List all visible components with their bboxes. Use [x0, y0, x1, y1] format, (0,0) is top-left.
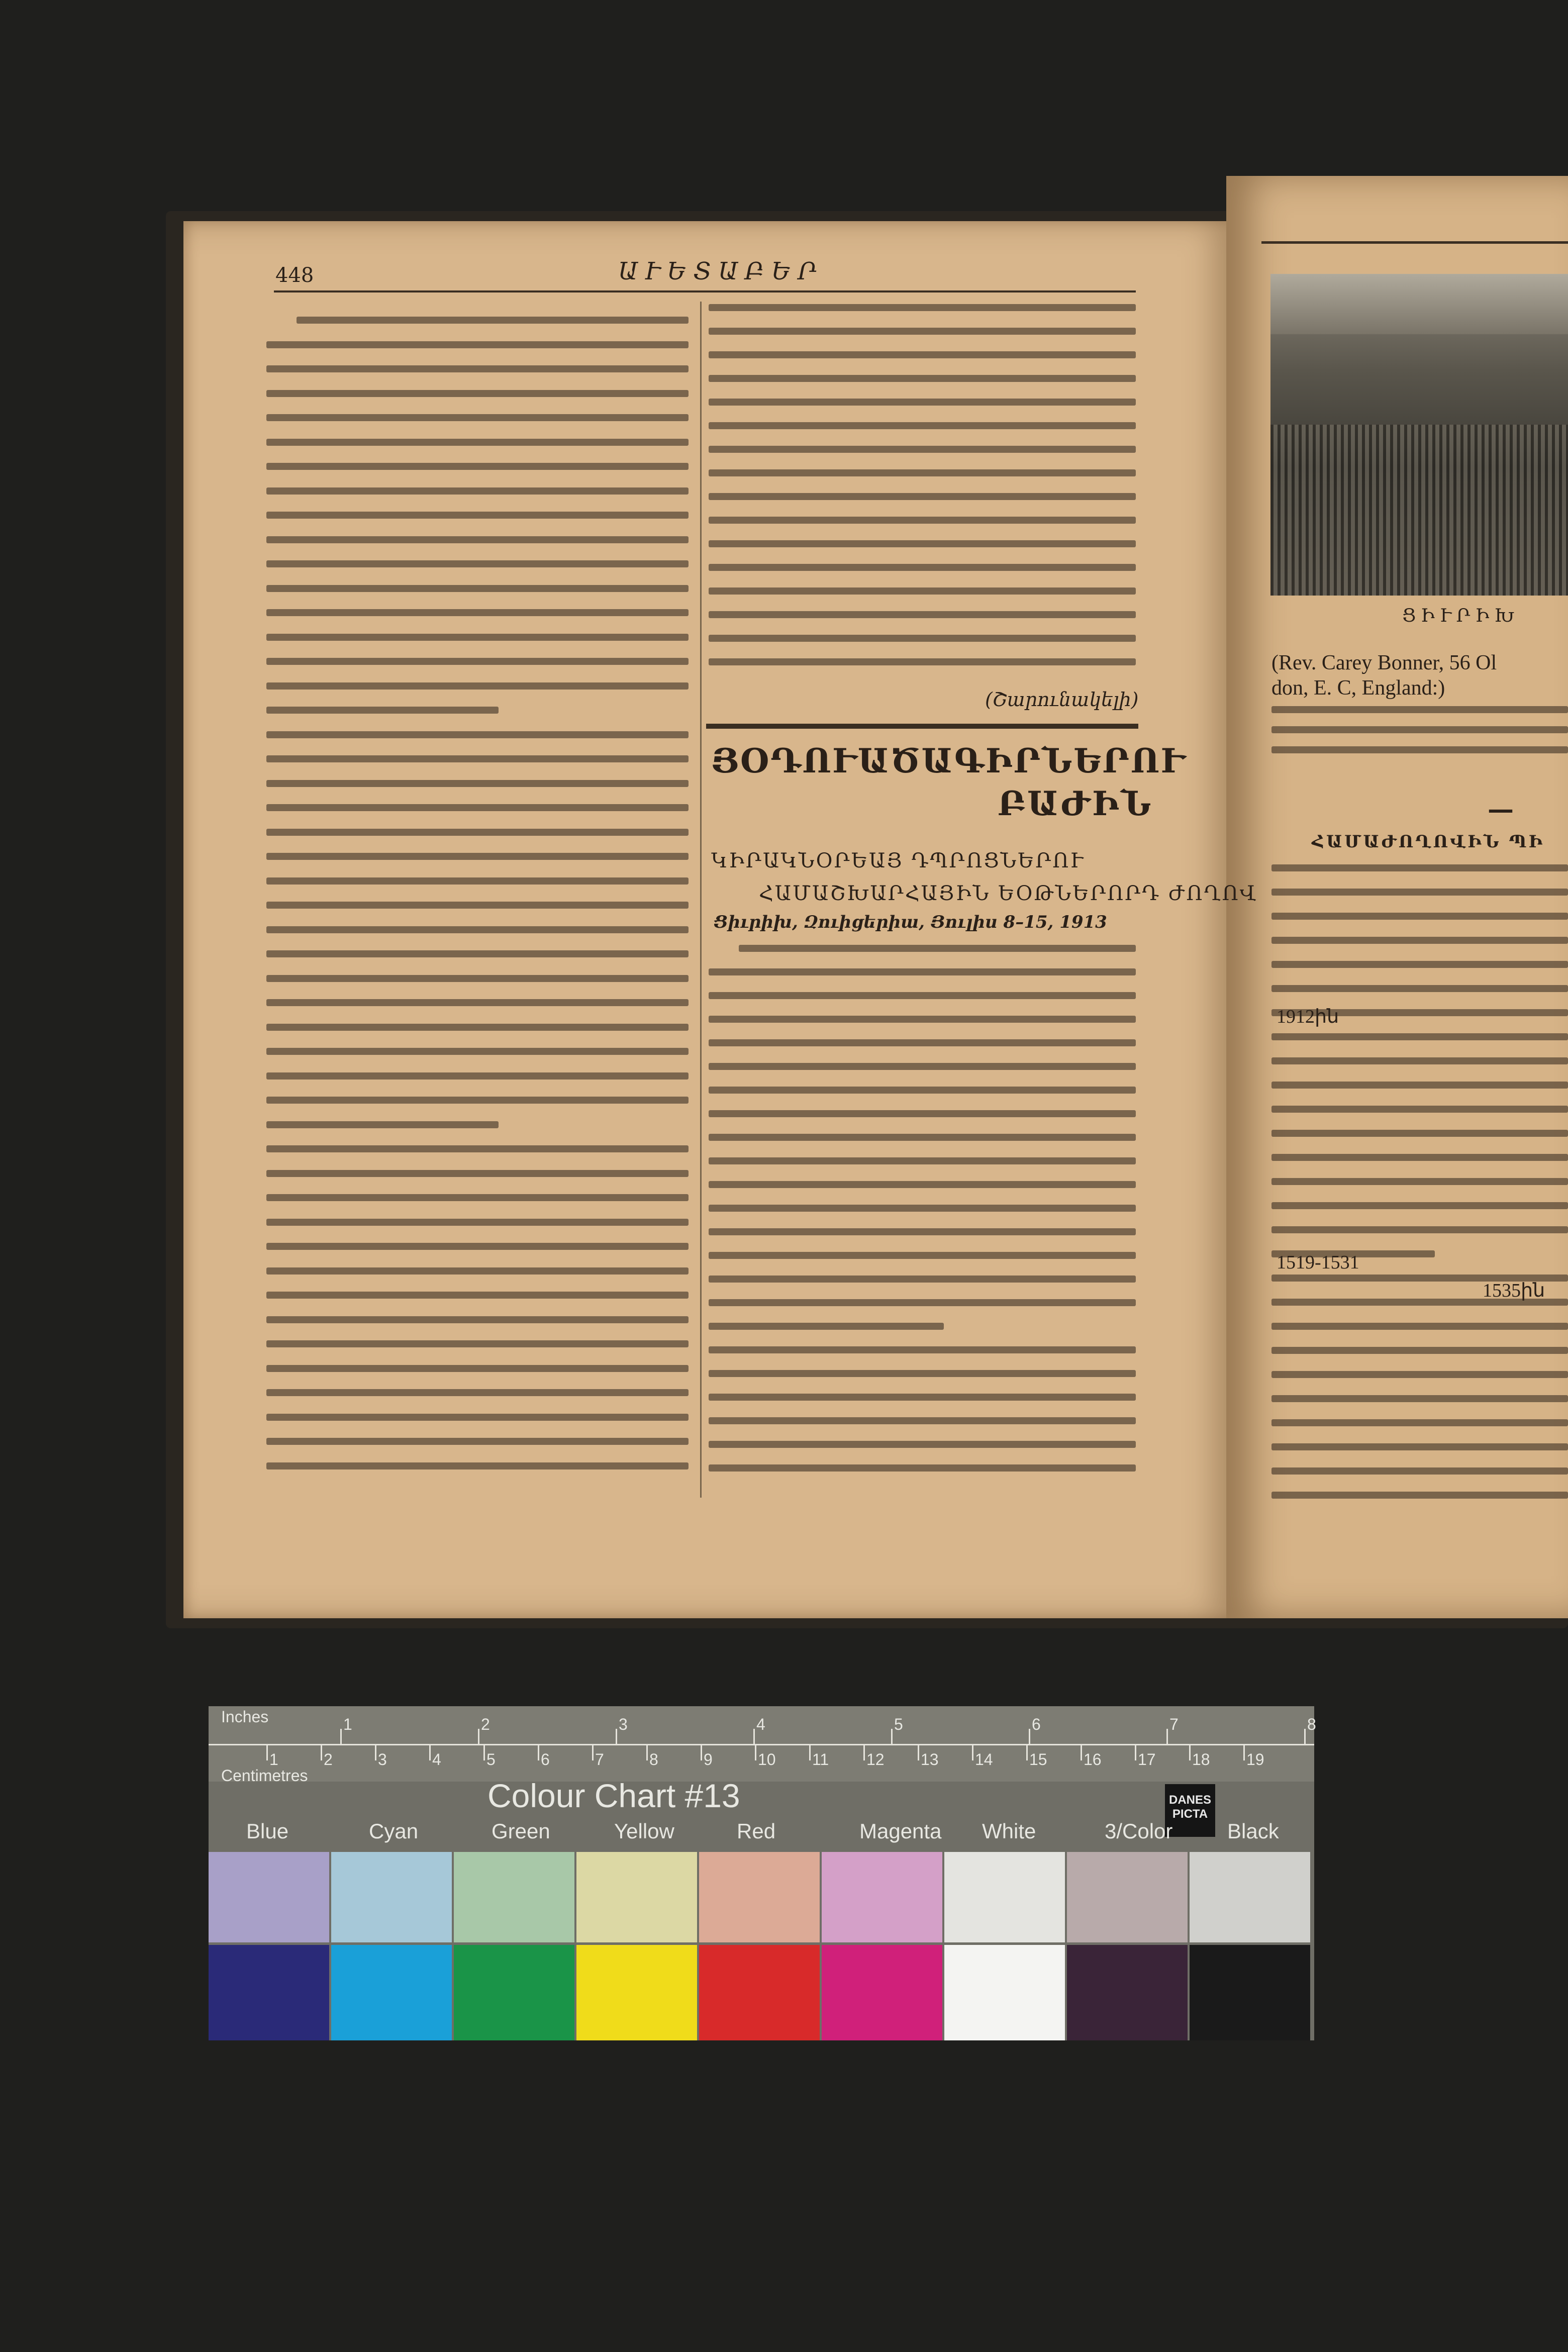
swatch-top	[209, 1852, 329, 1942]
text-line	[1271, 1371, 1568, 1378]
cm-tick	[646, 1745, 648, 1760]
swatch-bottom	[576, 1945, 697, 2040]
inches-label: Inches	[221, 1708, 269, 1726]
text-line	[266, 1194, 689, 1201]
text-line	[266, 365, 689, 372]
cm-tick	[429, 1745, 431, 1760]
text-line	[266, 1219, 689, 1226]
inch-number: 6	[1032, 1715, 1041, 1733]
text-line	[709, 422, 1136, 429]
text-line	[266, 439, 689, 446]
text-line	[266, 585, 689, 592]
text-line	[266, 463, 689, 470]
cm-number: 19	[1246, 1750, 1264, 1769]
text-line	[266, 804, 689, 811]
swatch-bottom	[209, 1945, 329, 2040]
text-line	[709, 1346, 1136, 1353]
cm-tick	[538, 1745, 539, 1760]
running-title: ԱՒԵՏԱԲԵՐ	[618, 257, 824, 285]
cm-number: 11	[812, 1750, 829, 1769]
text-line	[266, 1414, 689, 1421]
section-subtitle-line1: ԿԻՐԱԿՆՕՐԵԱՅ ԴՊՐՈՑՆԵՐՈՒ	[711, 849, 1085, 872]
text-line	[709, 375, 1136, 382]
cm-tick	[701, 1745, 702, 1760]
text-line	[709, 446, 1136, 453]
continued-note: (Շարունակելի)	[985, 689, 1139, 711]
text-line	[266, 609, 689, 616]
text-line	[266, 536, 689, 543]
text-line	[266, 731, 689, 738]
cm-number: 14	[975, 1750, 993, 1769]
swatch-area	[209, 1819, 1314, 2040]
text-line	[709, 564, 1136, 571]
inch-tick	[891, 1729, 893, 1744]
text-line	[709, 1181, 1136, 1188]
text-line	[266, 1389, 689, 1396]
text-line	[266, 1072, 689, 1080]
text-line	[266, 341, 689, 348]
swatch-bottom	[822, 1945, 942, 2040]
cm-number: 10	[758, 1750, 776, 1769]
text-line	[1271, 1323, 1568, 1330]
text-line	[266, 1292, 689, 1299]
inch-number: 7	[1169, 1715, 1179, 1733]
text-line	[266, 1145, 689, 1152]
swatch-label: White	[982, 1819, 1036, 1843]
cm-tick	[1081, 1745, 1082, 1760]
cm-tick	[809, 1745, 811, 1760]
year-range: 1519-1531	[1277, 1252, 1359, 1273]
text-line	[266, 975, 689, 982]
text-line	[709, 1370, 1136, 1377]
header-rule	[274, 290, 1136, 292]
cm-tick	[1026, 1745, 1028, 1760]
text-line	[1271, 913, 1568, 920]
dateline: Ցիւրիխ, Զուիցերիա, Յուլիս 8–15, 1913	[714, 912, 1107, 932]
section-title-line1: ՅՕԴՈՒԱԾԱԳԻՐՆԵՐՈՒ	[711, 741, 1187, 780]
text-line	[1271, 1082, 1568, 1089]
cm-tick	[918, 1745, 919, 1760]
text-line	[266, 926, 689, 933]
text-line	[266, 999, 689, 1006]
city-engraving-image	[1270, 274, 1568, 596]
text-line	[709, 1276, 1136, 1283]
text-line	[266, 634, 689, 641]
inch-tick	[753, 1729, 755, 1744]
text-line	[1271, 1226, 1568, 1233]
text-line	[1271, 1492, 1568, 1499]
text-line	[266, 1462, 689, 1469]
cm-tick	[863, 1745, 865, 1760]
inch-tick	[1166, 1729, 1168, 1744]
cm-number: 12	[866, 1750, 885, 1769]
swatch-label: Green	[492, 1819, 550, 1843]
text-line	[1271, 1467, 1568, 1475]
dash-separator: —	[1488, 794, 1514, 825]
text-line	[1271, 937, 1568, 944]
section-title-line2: ԲԱԺԻՆ	[998, 784, 1153, 823]
text-line	[709, 611, 1136, 618]
text-line	[266, 1048, 689, 1055]
cm-number: 4	[432, 1750, 441, 1769]
text-line	[266, 414, 689, 421]
inch-number: 1	[343, 1715, 352, 1733]
text-line	[1271, 1130, 1568, 1137]
text-line	[709, 540, 1136, 547]
text-line	[266, 512, 689, 519]
colour-chart-title: Colour Chart #13	[487, 1777, 740, 1814]
text-line	[1271, 1395, 1568, 1402]
inch-tick	[616, 1729, 617, 1744]
text-line	[709, 1063, 1136, 1070]
text-line	[709, 1394, 1136, 1401]
text-line	[1271, 961, 1568, 968]
text-line	[739, 945, 1136, 952]
text-line	[709, 635, 1136, 642]
swatch-top	[944, 1852, 1065, 1942]
cm-number: 7	[595, 1750, 604, 1769]
text-line	[1271, 1057, 1568, 1064]
cm-number: 13	[921, 1750, 939, 1769]
text-line	[709, 992, 1136, 999]
text-line	[266, 658, 689, 665]
text-line	[1271, 746, 1568, 753]
swatch-top	[454, 1852, 574, 1942]
inch-number: 4	[756, 1715, 765, 1733]
text-line	[266, 1438, 689, 1445]
text-line	[709, 1299, 1136, 1306]
ruler-ticks	[209, 1706, 1314, 1782]
text-line	[1271, 1443, 1568, 1450]
swatch-label: Blue	[246, 1819, 289, 1843]
cm-tick	[592, 1745, 594, 1760]
text-line	[709, 517, 1136, 524]
centimetres-label: Centimetres	[221, 1767, 308, 1785]
page-number: 448	[275, 264, 314, 287]
text-line	[709, 304, 1136, 311]
inch-number: 8	[1307, 1715, 1316, 1733]
inch-tick	[1304, 1729, 1306, 1744]
text-line	[1271, 864, 1568, 871]
address-line-1: (Rev. Carey Bonner, 56 Ol	[1271, 651, 1497, 674]
swatch-label: Red	[737, 1819, 776, 1843]
section-subtitle-line2: ՀԱՄԱՇԽԱՐՀԱՅԻՆ ԵՕԹՆԵՐՈՐԴ ԺՈՂՈՎ	[759, 882, 1257, 905]
brand-line-2: PICTA	[1172, 1807, 1208, 1821]
column-divider	[700, 302, 702, 1498]
image-caption: ՑԻՒՐԻԽ	[1402, 606, 1519, 626]
text-line	[709, 1464, 1136, 1472]
text-line	[709, 328, 1136, 335]
text-line	[266, 1316, 689, 1323]
cm-tick	[755, 1745, 756, 1760]
text-line	[266, 1024, 689, 1031]
text-line	[266, 1267, 689, 1275]
right-section-heading: ՀԱՄԱԺՈՂՈՎԻՆ ՊԻ	[1312, 832, 1544, 852]
cm-number: 8	[649, 1750, 658, 1769]
inch-tick	[1029, 1729, 1030, 1744]
cm-number: 18	[1192, 1750, 1210, 1769]
text-line	[266, 1170, 689, 1177]
swatch-label: Cyan	[369, 1819, 419, 1843]
text-line	[297, 317, 689, 324]
cm-tick	[1189, 1745, 1191, 1760]
text-line	[266, 390, 689, 397]
swatch-top	[1067, 1852, 1188, 1942]
text-line	[709, 1441, 1136, 1448]
cm-tick	[483, 1745, 485, 1760]
text-line	[266, 877, 689, 885]
text-line	[709, 1039, 1136, 1046]
section-rule-thick	[706, 724, 1138, 729]
text-line	[709, 493, 1136, 500]
text-line	[266, 560, 689, 567]
swatch-bottom	[1067, 1945, 1188, 2040]
cm-number: 17	[1138, 1750, 1156, 1769]
text-line	[1271, 1106, 1568, 1113]
address-line-2: don, E. C, England:)	[1271, 676, 1445, 700]
text-line	[266, 755, 689, 762]
year-1535: 1535ին	[1483, 1280, 1545, 1301]
cm-number: 16	[1084, 1750, 1102, 1769]
cm-number: 2	[324, 1750, 333, 1769]
text-line	[1271, 1178, 1568, 1185]
inch-tick	[340, 1729, 342, 1744]
text-line	[709, 1252, 1136, 1259]
text-line	[1271, 1033, 1568, 1040]
swatch-bottom	[331, 1945, 452, 2040]
text-line	[1271, 1419, 1568, 1426]
text-line	[709, 1016, 1136, 1023]
right-page-text-1	[1271, 706, 1568, 766]
text-line	[1271, 726, 1568, 733]
text-line	[1271, 1154, 1568, 1161]
swatch-bottom	[454, 1945, 574, 2040]
text-line	[709, 658, 1136, 665]
right-page-text-2	[1271, 864, 1568, 1518]
cm-number: 9	[704, 1750, 713, 1769]
cm-tick	[266, 1745, 268, 1760]
text-line	[266, 853, 689, 860]
cm-number: 6	[541, 1750, 550, 1769]
swatch-bottom	[944, 1945, 1065, 2040]
text-line	[709, 1134, 1136, 1141]
text-line	[709, 1417, 1136, 1424]
right-column-lower-text	[709, 945, 1136, 1503]
text-line	[1271, 1202, 1568, 1209]
swatch-top	[822, 1852, 942, 1942]
cm-tick	[972, 1745, 973, 1760]
text-line	[709, 587, 1136, 595]
text-line	[266, 1243, 689, 1250]
text-line	[266, 780, 689, 787]
cm-number: 5	[486, 1750, 496, 1769]
text-line	[709, 1323, 944, 1330]
text-line	[266, 1121, 499, 1128]
text-line	[266, 707, 499, 714]
text-line	[709, 1228, 1136, 1235]
text-line	[709, 1205, 1136, 1212]
cm-number: 15	[1029, 1750, 1047, 1769]
text-line	[709, 469, 1136, 476]
text-line	[266, 950, 689, 957]
inch-tick	[478, 1729, 479, 1744]
swatch-label: Black	[1227, 1819, 1279, 1843]
text-line	[266, 902, 689, 909]
inch-number: 2	[481, 1715, 490, 1733]
text-line	[266, 1365, 689, 1372]
brand-line-1: DANES	[1168, 1793, 1211, 1807]
right-page-rule	[1261, 241, 1568, 244]
cm-tick	[321, 1745, 322, 1760]
inch-number: 3	[619, 1715, 628, 1733]
text-line	[709, 968, 1136, 975]
swatch-bottom	[699, 1945, 820, 2040]
cm-number: 1	[269, 1750, 278, 1769]
swatch-top	[699, 1852, 820, 1942]
left-column-text	[266, 317, 689, 1483]
inch-number: 5	[894, 1715, 903, 1733]
text-line	[1271, 985, 1568, 992]
cm-tick	[1243, 1745, 1245, 1760]
text-line	[709, 399, 1136, 406]
text-line	[709, 1110, 1136, 1117]
text-line	[266, 1097, 689, 1104]
text-line	[266, 829, 689, 836]
cm-number: 3	[378, 1750, 387, 1769]
swatch-bottom	[1190, 1945, 1310, 2040]
text-line	[266, 487, 689, 495]
text-line	[709, 1087, 1136, 1094]
text-line	[1271, 1347, 1568, 1354]
swatch-top	[331, 1852, 452, 1942]
cm-tick	[375, 1745, 376, 1760]
text-line	[1271, 889, 1568, 896]
swatch-top	[1190, 1852, 1310, 1942]
text-line	[709, 1157, 1136, 1164]
cm-tick	[1135, 1745, 1136, 1760]
swatch-label: Yellow	[614, 1819, 674, 1843]
swatch-top	[576, 1852, 697, 1942]
year-1912: 1912ին	[1277, 1006, 1339, 1027]
swatch-label: Magenta	[859, 1819, 942, 1843]
text-line	[1271, 706, 1568, 713]
text-line	[709, 351, 1136, 358]
right-column-upper-text	[709, 304, 1136, 686]
text-line	[266, 1340, 689, 1347]
text-line	[266, 682, 689, 690]
swatch-label: 3/Color	[1105, 1819, 1173, 1843]
